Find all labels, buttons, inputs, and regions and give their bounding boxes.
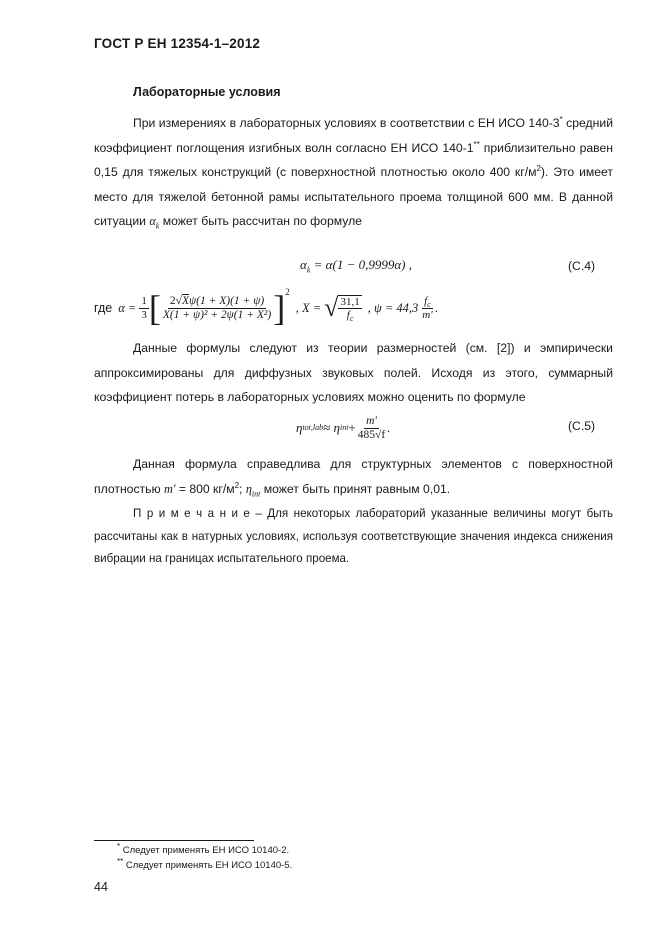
paragraph-3 xyxy=(94,452,613,501)
one-third-num: 1 xyxy=(141,295,147,308)
equation-c4 xyxy=(300,257,412,273)
note-label: П р и м е ч а н и е xyxy=(133,507,250,520)
eq-c5-num: m' xyxy=(366,414,377,427)
where-line-end: . xyxy=(434,301,439,315)
eq-c4-lhs: α xyxy=(300,257,307,272)
para1-text-b: средний коэффициент поглощения изгибных волн согласно ЕН ИСО 140-1 xyxy=(94,116,613,155)
x-fraction xyxy=(338,295,361,324)
alpha-def-lhs: α = xyxy=(118,300,137,315)
para3-text-b: = 800 кг/м xyxy=(175,481,235,496)
one-third-fraction xyxy=(139,295,149,320)
eq-c5-plus: + xyxy=(348,420,356,435)
para1-text-c: приблизительно равен 0,15 для тяжелых конструкций (с поверхностной плотностью около 400 кг/м xyxy=(94,140,613,179)
footnote-2-mark: ** xyxy=(117,856,124,866)
x-fraction-num: 31,1 xyxy=(340,295,360,308)
psi-fraction xyxy=(420,295,434,320)
footnote-1 xyxy=(117,841,290,856)
para2-text: Данные формулы следуют из теории размерностей (см. [2]) и эмпирически аппроксимированы для диффузных звуковых полей. Исходя из этого, суммарный коэффициент потерь в лабораторных условиях можно оценить по формуле xyxy=(94,341,613,404)
alpha-fraction-denominator: X(1 + ψ)² + 2ψ(1 + X²) xyxy=(162,308,272,321)
alpha-symbol: α xyxy=(149,214,156,228)
unit-exponent: 2 xyxy=(536,163,541,173)
where-label: где xyxy=(94,301,113,315)
para3-unit-exponent: 2 xyxy=(234,480,240,490)
equation-c5-number: (C.5) xyxy=(568,419,596,433)
psi-fraction-num: $f_c$ xyxy=(424,295,431,310)
footnote-separator xyxy=(94,840,254,841)
footnote-ref-1: * xyxy=(559,114,563,124)
note-text: – Для некоторых лабораторий указанные величины могут быть рассчитаны как в натурных условиях, используя соответствующие значения индекса снижения вибрации на границах испытательного проема. xyxy=(94,507,613,565)
para1-text-e: может быть рассчитан по формуле xyxy=(159,214,362,228)
para3-text-d: может быть принят равным 0,01. xyxy=(260,481,451,496)
alpha-subscript: k xyxy=(155,221,160,231)
one-third-den: 3 xyxy=(141,308,147,321)
eq-c4-rhs: = α(1 − 0,9999α) , xyxy=(310,257,412,272)
footnote-1-text: Следует применять ЕН ИСО 10140-2. xyxy=(120,845,290,856)
eq-c5-den: 485√f xyxy=(357,428,386,441)
paragraph-2 xyxy=(94,336,613,410)
m-prime-symbol: m' xyxy=(164,481,176,496)
page-number: 44 xyxy=(94,880,108,894)
sqrt-x: X xyxy=(181,294,190,307)
sqrt-sign: √ xyxy=(324,293,339,322)
alpha-main-fraction xyxy=(161,295,273,321)
equation-c4-number: (C.4) xyxy=(568,259,596,273)
where-formulas xyxy=(94,286,438,330)
footnote-1-mark: * xyxy=(117,841,121,851)
document-header: ГОСТ Р ЕН 12354-1–2012 xyxy=(94,36,261,51)
x-fraction-den: $f_c$ xyxy=(346,309,354,324)
footnote-ref-2: ** xyxy=(473,139,480,149)
right-bracket: ] xyxy=(273,288,286,328)
para3-text-a: Данная формула справедлива для структурных элементов с поверхностной плотностью xyxy=(94,457,613,496)
bracket-power: 2 xyxy=(285,287,290,297)
psi-fraction-den: m' xyxy=(422,308,433,321)
eta-symbol: η xyxy=(245,481,252,496)
left-bracket: [ xyxy=(148,288,161,328)
alpha-fraction-numerator xyxy=(168,295,266,309)
para1-text-a: При измерениях в лабораторных условиях в соответствии с ЕН ИСО 140-3 xyxy=(133,116,560,130)
para1-text-d: ). Это имеет место для тяжелой бетонной рамы испытательного проема толщиной 600 мм. В данной ситуации xyxy=(94,165,613,228)
numerator-rest: ψ(1 + X)(1 + ψ) xyxy=(189,294,265,307)
x-def-lhs: , X = xyxy=(295,300,322,315)
eq-c5-end: . xyxy=(387,420,391,435)
footnote-2-text: Следует применять ЕН ИСО 10140-5. xyxy=(123,860,293,871)
eq-c5-lhs: η xyxy=(296,420,303,435)
eta-subscript: int xyxy=(251,488,261,498)
eq-c4-lhs-sub: k xyxy=(306,265,311,275)
eq-c5-fraction xyxy=(356,415,387,441)
eq-c5-approx: ≈ η xyxy=(323,420,340,435)
section-title: Лабораторные условия xyxy=(133,85,281,99)
footnote-2 xyxy=(117,856,293,871)
paragraph-1 xyxy=(94,111,613,234)
note-block xyxy=(94,503,613,571)
psi-def-lhs: , ψ = 44,3 xyxy=(367,300,419,315)
equation-c5: η tot,lab ≈ η int + $\frac{m'}{485√f}$ . xyxy=(296,414,391,441)
two-sqrt: 2√ xyxy=(169,294,182,307)
para3-text-c: ; xyxy=(239,481,246,496)
